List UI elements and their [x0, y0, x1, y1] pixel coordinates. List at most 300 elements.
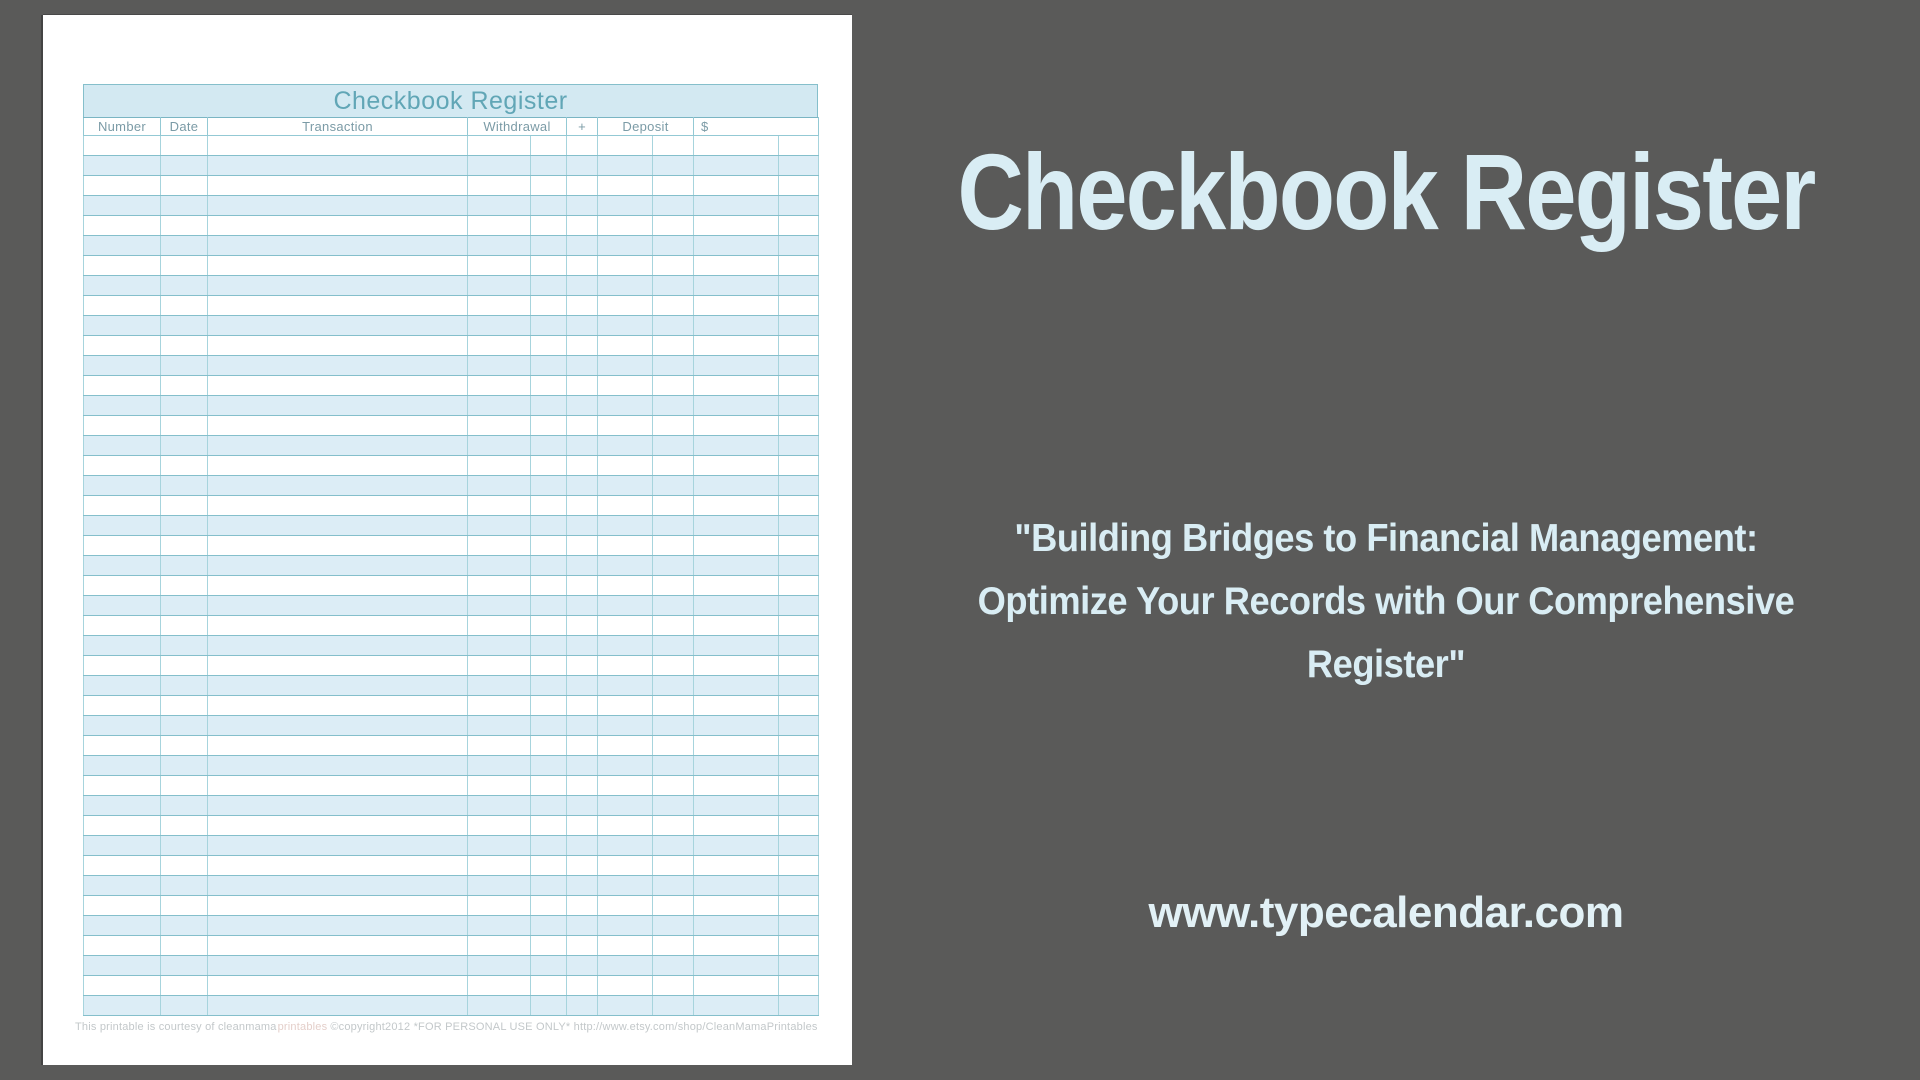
register-cell-deposit-dollars	[598, 916, 653, 936]
register-cell-number	[84, 156, 161, 176]
register-cell-balance-cents	[779, 716, 819, 736]
register-cell-deposit-cents	[653, 996, 694, 1016]
register-cell-transaction	[208, 276, 468, 296]
register-cell-transaction	[208, 396, 468, 416]
register-cell-balance-cents	[779, 296, 819, 316]
register-cell-deposit-dollars	[598, 956, 653, 976]
register-cell-withdrawal-dollars	[468, 656, 531, 676]
register-cell-number	[84, 556, 161, 576]
register-cell-withdrawal-dollars	[468, 716, 531, 736]
register-cell-withdrawal-dollars	[468, 436, 531, 456]
register-row	[84, 676, 819, 696]
register-cell-date	[161, 156, 208, 176]
register-cell-balance-dollars	[694, 956, 779, 976]
register-cell-cleared	[567, 836, 598, 856]
register-cell-date	[161, 496, 208, 516]
register-cell-balance-cents	[779, 516, 819, 536]
register-cell-withdrawal-cents	[531, 216, 567, 236]
register-row	[84, 396, 819, 416]
register-cell-deposit-dollars	[598, 636, 653, 656]
register-cell-withdrawal-dollars	[468, 356, 531, 376]
register-cell-cleared	[567, 456, 598, 476]
register-cell-withdrawal-cents	[531, 756, 567, 776]
register-title: Checkbook Register	[333, 87, 568, 115]
register-cell-number	[84, 456, 161, 476]
register-cell-balance-cents	[779, 496, 819, 516]
register-cell-withdrawal-dollars	[468, 636, 531, 656]
register-cell-date	[161, 956, 208, 976]
register-cell-transaction	[208, 896, 468, 916]
register-cell-cleared	[567, 616, 598, 636]
register-cell-date	[161, 236, 208, 256]
register-cell-balance-dollars	[694, 816, 779, 836]
register-cell-withdrawal-dollars	[468, 476, 531, 496]
register-cell-withdrawal-dollars	[468, 416, 531, 436]
register-cell-withdrawal-cents	[531, 656, 567, 676]
register-cell-balance-cents	[779, 836, 819, 856]
register-row	[84, 376, 819, 396]
register-cell-deposit-cents	[653, 596, 694, 616]
register-cell-balance-dollars	[694, 176, 779, 196]
register-cell-deposit-dollars	[598, 436, 653, 456]
register-cell-transaction	[208, 976, 468, 996]
register-cell-number	[84, 436, 161, 456]
register-cell-transaction	[208, 156, 468, 176]
register-cell-withdrawal-cents	[531, 916, 567, 936]
register-cell-deposit-dollars	[598, 876, 653, 896]
register-row	[84, 816, 819, 836]
footer-credit-text: This printable is courtesy of cleanmama	[75, 1021, 277, 1033]
register-cell-balance-dollars	[694, 416, 779, 436]
register-cell-withdrawal-dollars	[468, 976, 531, 996]
register-cell-transaction	[208, 216, 468, 236]
register-cell-number	[84, 336, 161, 356]
register-cell-balance-dollars	[694, 256, 779, 276]
register-cell-withdrawal-dollars	[468, 236, 531, 256]
register-cell-balance-dollars	[694, 676, 779, 696]
register-cell-cleared	[567, 936, 598, 956]
register-cell-cleared	[567, 916, 598, 936]
register-cell-deposit-dollars	[598, 476, 653, 496]
register-cell-date	[161, 556, 208, 576]
register-cell-cleared	[567, 336, 598, 356]
promo-panel	[852, 0, 1920, 1080]
register-cell-balance-cents	[779, 796, 819, 816]
register-cell-withdrawal-dollars	[468, 576, 531, 596]
register-cell-withdrawal-dollars	[468, 996, 531, 1016]
register-cell-deposit-cents	[653, 456, 694, 476]
register-cell-withdrawal-cents	[531, 776, 567, 796]
register-cell-balance-dollars	[694, 396, 779, 416]
register-cell-number	[84, 376, 161, 396]
register-cell-balance-cents	[779, 636, 819, 656]
register-cell-withdrawal-dollars	[468, 396, 531, 416]
register-row	[84, 976, 819, 996]
register-cell-number	[84, 696, 161, 716]
register-row	[84, 716, 819, 736]
register-cell-withdrawal-cents	[531, 896, 567, 916]
register-cell-deposit-cents	[653, 716, 694, 736]
register-cell-deposit-cents	[653, 796, 694, 816]
register-cell-balance-cents	[779, 936, 819, 956]
register-cell-transaction	[208, 596, 468, 616]
register-cell-balance-cents	[779, 476, 819, 496]
register-cell-deposit-cents	[653, 696, 694, 716]
register-cell-transaction	[208, 636, 468, 656]
register-cell-date	[161, 656, 208, 676]
register-cell-transaction	[208, 796, 468, 816]
register-cell-deposit-cents	[653, 636, 694, 656]
register-cell-balance-cents	[779, 436, 819, 456]
register-row	[84, 436, 819, 456]
register-cell-deposit-dollars	[598, 756, 653, 776]
register-cell-withdrawal-dollars	[468, 756, 531, 776]
register-row	[84, 636, 819, 656]
register-row	[84, 136, 819, 156]
register-cell-deposit-cents	[653, 936, 694, 956]
register-cell-withdrawal-cents	[531, 696, 567, 716]
register-cell-withdrawal-dollars	[468, 376, 531, 396]
register-cell-date	[161, 416, 208, 436]
register-row	[84, 696, 819, 716]
register-row	[84, 236, 819, 256]
register-cell-deposit-cents	[653, 896, 694, 916]
register-cell-withdrawal-dollars	[468, 456, 531, 476]
register-cell-withdrawal-cents	[531, 816, 567, 836]
register-cell-withdrawal-dollars	[468, 696, 531, 716]
register-cell-withdrawal-dollars	[468, 196, 531, 216]
register-cell-number	[84, 236, 161, 256]
register-row	[84, 756, 819, 776]
register-cell-balance-cents	[779, 616, 819, 636]
register-cell-number	[84, 516, 161, 536]
register-cell-number	[84, 476, 161, 496]
register-cell-date	[161, 216, 208, 236]
register-cell-date	[161, 996, 208, 1016]
register-cell-withdrawal-cents	[531, 336, 567, 356]
register-cell-number	[84, 676, 161, 696]
register-cell-withdrawal-cents	[531, 436, 567, 456]
register-cell-withdrawal-dollars	[468, 876, 531, 896]
register-cell-withdrawal-cents	[531, 516, 567, 536]
register-cell-deposit-dollars	[598, 316, 653, 336]
register-cell-number	[84, 296, 161, 316]
register-cell-transaction	[208, 876, 468, 896]
register-cell-deposit-cents	[653, 876, 694, 896]
register-cell-balance-cents	[779, 176, 819, 196]
register-cell-deposit-cents	[653, 296, 694, 316]
register-cell-number	[84, 416, 161, 436]
register-cell-cleared	[567, 256, 598, 276]
register-cell-deposit-cents	[653, 236, 694, 256]
register-cell-balance-dollars	[694, 696, 779, 716]
register-cell-deposit-cents	[653, 816, 694, 836]
register-row	[84, 356, 819, 376]
register-cell-cleared	[567, 976, 598, 996]
register-cell-withdrawal-dollars	[468, 536, 531, 556]
register-cell-transaction	[208, 856, 468, 876]
register-cell-balance-cents	[779, 276, 819, 296]
register-row	[84, 536, 819, 556]
register-cell-deposit-cents	[653, 556, 694, 576]
register-body	[84, 136, 819, 1016]
register-cell-number	[84, 816, 161, 836]
register-cell-deposit-cents	[653, 376, 694, 396]
register-cell-transaction	[208, 416, 468, 436]
register-cell-transaction	[208, 336, 468, 356]
register-cell-cleared	[567, 856, 598, 876]
register-row	[84, 256, 819, 276]
register-cell-date	[161, 396, 208, 416]
register-cell-balance-dollars	[694, 896, 779, 916]
register-row	[84, 656, 819, 676]
register-cell-deposit-cents	[653, 316, 694, 336]
register-cell-balance-cents	[779, 316, 819, 336]
register-cell-deposit-cents	[653, 956, 694, 976]
register-cell-date	[161, 976, 208, 996]
register-cell-date	[161, 796, 208, 816]
register-row	[84, 776, 819, 796]
register-cell-balance-cents	[779, 856, 819, 876]
register-cell-deposit-dollars	[598, 496, 653, 516]
register-cell-withdrawal-dollars	[468, 596, 531, 616]
register-cell-transaction	[208, 816, 468, 836]
register-cell-balance-dollars	[694, 856, 779, 876]
register-cell-balance-dollars	[694, 576, 779, 596]
register-cell-withdrawal-dollars	[468, 616, 531, 636]
register-cell-transaction	[208, 176, 468, 196]
register-cell-withdrawal-dollars	[468, 156, 531, 176]
register-cell-date	[161, 196, 208, 216]
register-cell-number	[84, 216, 161, 236]
register-cell-withdrawal-dollars	[468, 216, 531, 236]
register-cell-deposit-dollars	[598, 416, 653, 436]
register-cell-transaction	[208, 436, 468, 456]
register-row	[84, 496, 819, 516]
register-cell-cleared	[567, 296, 598, 316]
register-cell-number	[84, 796, 161, 816]
register-cell-balance-dollars	[694, 156, 779, 176]
register-cell-cleared	[567, 496, 598, 516]
register-cell-deposit-dollars	[598, 936, 653, 956]
register-row	[84, 856, 819, 876]
register-cell-withdrawal-cents	[531, 956, 567, 976]
register-cell-number	[84, 896, 161, 916]
register-cell-deposit-cents	[653, 516, 694, 536]
register-cell-withdrawal-dollars	[468, 496, 531, 516]
register-row	[84, 476, 819, 496]
register-cell-date	[161, 376, 208, 396]
register-cell-deposit-dollars	[598, 976, 653, 996]
column-header-transaction: Transaction	[208, 118, 468, 136]
register-cell-withdrawal-dollars	[468, 556, 531, 576]
register-cell-number	[84, 596, 161, 616]
column-header-number: Number	[84, 118, 161, 136]
register-cell-transaction	[208, 956, 468, 976]
register-cell-date	[161, 316, 208, 336]
register-cell-withdrawal-cents	[531, 976, 567, 996]
promo-quote-line-3: Register"	[1306, 643, 1466, 686]
register-cell-transaction	[208, 536, 468, 556]
register-cell-deposit-cents	[653, 676, 694, 696]
register-cell-balance-dollars	[694, 476, 779, 496]
register-cell-date	[161, 336, 208, 356]
register-cell-number	[84, 396, 161, 416]
register-cell-withdrawal-dollars	[468, 176, 531, 196]
register-cell-transaction	[208, 376, 468, 396]
register-cell-transaction	[208, 776, 468, 796]
register-cell-balance-dollars	[694, 556, 779, 576]
register-cell-deposit-cents	[653, 436, 694, 456]
register-cell-transaction	[208, 936, 468, 956]
register-cell-deposit-dollars	[598, 276, 653, 296]
register-cell-deposit-cents	[653, 836, 694, 856]
register-row	[84, 956, 819, 976]
register-cell-balance-dollars	[694, 756, 779, 776]
register-cell-number	[84, 176, 161, 196]
register-cell-deposit-cents	[653, 576, 694, 596]
register-cell-balance-cents	[779, 556, 819, 576]
register-cell-balance-cents	[779, 236, 819, 256]
register-cell-date	[161, 776, 208, 796]
register-cell-cleared	[567, 776, 598, 796]
register-cell-withdrawal-cents	[531, 796, 567, 816]
register-cell-withdrawal-cents	[531, 316, 567, 336]
register-cell-date	[161, 876, 208, 896]
register-row	[84, 516, 819, 536]
register-cell-balance-dollars	[694, 716, 779, 736]
column-header-withdrawal: Withdrawal	[468, 118, 567, 136]
register-cell-balance-dollars	[694, 996, 779, 1016]
register-cell-transaction	[208, 516, 468, 536]
register-cell-withdrawal-dollars	[468, 296, 531, 316]
register-cell-deposit-dollars	[598, 776, 653, 796]
register-cell-number	[84, 496, 161, 516]
register-cell-withdrawal-cents	[531, 556, 567, 576]
register-cell-number	[84, 836, 161, 856]
register-cell-cleared	[567, 576, 598, 596]
register-row	[84, 196, 819, 216]
register-cell-deposit-dollars	[598, 236, 653, 256]
register-cell-withdrawal-cents	[531, 236, 567, 256]
register-cell-date	[161, 716, 208, 736]
register-cell-withdrawal-dollars	[468, 256, 531, 276]
register-cell-deposit-dollars	[598, 176, 653, 196]
register-cell-deposit-cents	[653, 336, 694, 356]
register-cell-balance-dollars	[694, 196, 779, 216]
register-cell-withdrawal-cents	[531, 536, 567, 556]
register-cell-withdrawal-dollars	[468, 916, 531, 936]
register-cell-balance-dollars	[694, 136, 779, 156]
register-row	[84, 316, 819, 336]
register-cell-number	[84, 656, 161, 676]
register-cell-cleared	[567, 956, 598, 976]
register-cell-deposit-dollars	[598, 456, 653, 476]
register-cell-cleared	[567, 176, 598, 196]
register-cell-balance-dollars	[694, 636, 779, 656]
register-cell-balance-dollars	[694, 236, 779, 256]
register-cell-balance-dollars	[694, 496, 779, 516]
register-cell-withdrawal-cents	[531, 456, 567, 476]
register-cell-cleared	[567, 476, 598, 496]
register-cell-withdrawal-cents	[531, 376, 567, 396]
register-cell-balance-dollars	[694, 916, 779, 936]
register-cell-withdrawal-cents	[531, 716, 567, 736]
register-cell-deposit-cents	[653, 416, 694, 436]
register-cell-cleared	[567, 416, 598, 436]
column-header-date: Date	[161, 118, 208, 136]
register-cell-deposit-cents	[653, 276, 694, 296]
column-header-: +	[567, 118, 598, 136]
register-row	[84, 216, 819, 236]
register-cell-deposit-cents	[653, 356, 694, 376]
register-cell-balance-cents	[779, 336, 819, 356]
register-row	[84, 276, 819, 296]
register-cell-transaction	[208, 356, 468, 376]
register-cell-cleared	[567, 236, 598, 256]
register-row	[84, 916, 819, 936]
register-cell-transaction	[208, 496, 468, 516]
register-cell-withdrawal-cents	[531, 676, 567, 696]
register-cell-transaction	[208, 476, 468, 496]
register-cell-withdrawal-cents	[531, 196, 567, 216]
register-cell-number	[84, 636, 161, 656]
register-cell-date	[161, 916, 208, 936]
register-cell-number	[84, 716, 161, 736]
register-cell-balance-cents	[779, 396, 819, 416]
register-cell-balance-cents	[779, 376, 819, 396]
register-cell-deposit-cents	[653, 136, 694, 156]
register-cell-balance-cents	[779, 656, 819, 676]
register-cell-transaction	[208, 136, 468, 156]
register-cell-balance-dollars	[694, 316, 779, 336]
register-cell-transaction	[208, 656, 468, 676]
register-cell-transaction	[208, 576, 468, 596]
register-cell-withdrawal-dollars	[468, 736, 531, 756]
register-cell-date	[161, 576, 208, 596]
website-url: www.typecalendar.com	[1148, 888, 1624, 937]
register-cell-withdrawal-cents	[531, 476, 567, 496]
footer-brand-text: printables	[277, 1021, 328, 1033]
register-cell-cleared	[567, 216, 598, 236]
register-cell-balance-cents	[779, 456, 819, 476]
register-cell-cleared	[567, 736, 598, 756]
register-cell-cleared	[567, 716, 598, 736]
register-cell-cleared	[567, 356, 598, 376]
register-cell-cleared	[567, 656, 598, 676]
register-cell-balance-cents	[779, 216, 819, 236]
register-cell-withdrawal-dollars	[468, 776, 531, 796]
register-cell-deposit-dollars	[598, 576, 653, 596]
register-cell-transaction	[208, 756, 468, 776]
register-cell-date	[161, 356, 208, 376]
register-cell-withdrawal-cents	[531, 416, 567, 436]
register-cell-withdrawal-cents	[531, 576, 567, 596]
register-cell-cleared	[567, 816, 598, 836]
register-cell-balance-cents	[779, 876, 819, 896]
register-cell-deposit-cents	[653, 776, 694, 796]
register-cell-deposit-cents	[653, 736, 694, 756]
register-cell-balance-dollars	[694, 976, 779, 996]
register-cell-balance-dollars	[694, 296, 779, 316]
register-cell-date	[161, 436, 208, 456]
register-cell-withdrawal-dollars	[468, 676, 531, 696]
register-cell-balance-dollars	[694, 796, 779, 816]
register-cell-cleared	[567, 596, 598, 616]
register-cell-balance-dollars	[694, 836, 779, 856]
register-cell-withdrawal-dollars	[468, 516, 531, 536]
register-cell-deposit-cents	[653, 616, 694, 636]
